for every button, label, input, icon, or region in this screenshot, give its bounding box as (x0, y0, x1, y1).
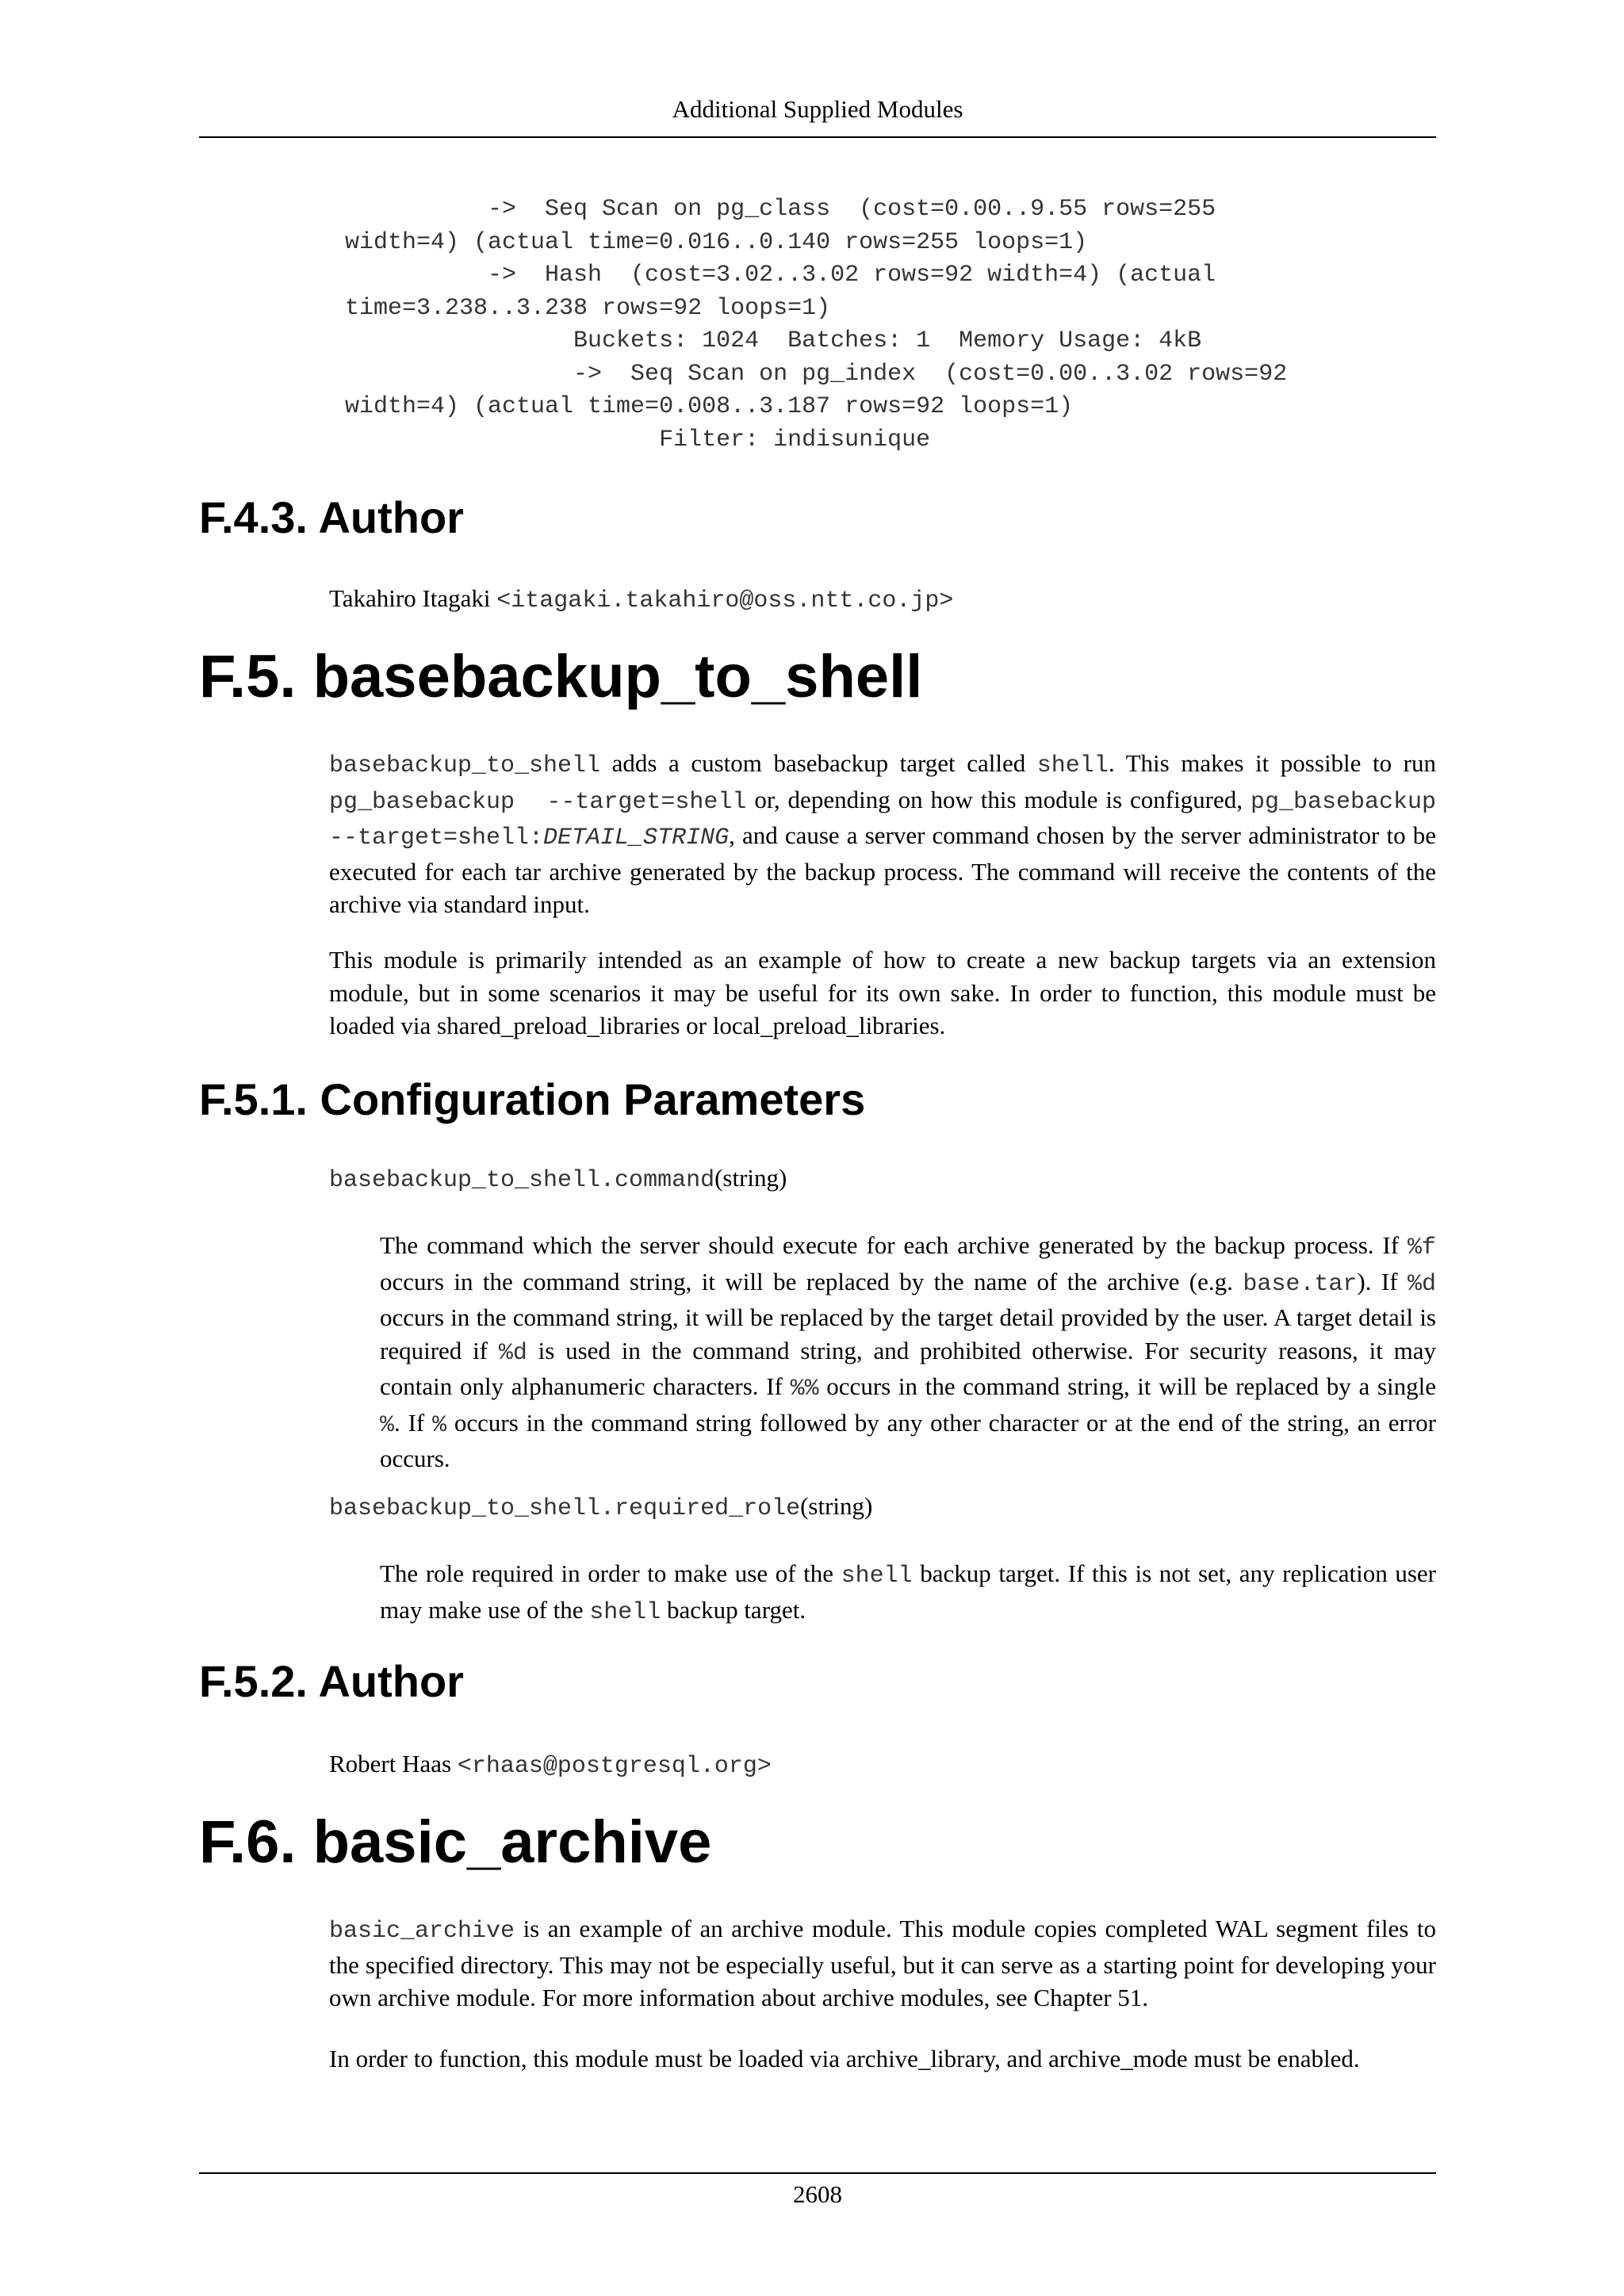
code-percent: % (380, 1411, 395, 1439)
text: . If (394, 1408, 433, 1437)
author-email: <rhaas@postgresql.org> (457, 1753, 772, 1780)
param-command-name: basebackup_to_shell.command (329, 1167, 715, 1194)
code-pg-basebackup-detail: pg_basebackup --target=shell: (329, 788, 1436, 851)
text: The command which the server should execute for each archive generated by the backup process. If (380, 1231, 1408, 1259)
text: backup target. (661, 1595, 806, 1624)
code-detail-string: DETAIL_STRING (543, 825, 730, 851)
param-role-term (329, 1492, 872, 1522)
footer-rule (199, 2172, 1436, 2174)
param-role-name: basebackup_to_shell.required_role (329, 1495, 801, 1522)
f6-paragraph-2: In order to function, this module must be loaded via archive_library, and archive_mode must be enabled. (329, 2045, 1360, 2072)
text: adds a custom basebackup target called (600, 749, 1037, 777)
code-percent-f: %f (1407, 1234, 1436, 1261)
code-percent-percent: %% (790, 1376, 819, 1402)
text: ). If (1357, 1267, 1408, 1295)
code-shell: shell (841, 1563, 913, 1590)
author-line-f52 (329, 1747, 1436, 1784)
param-command-type: (string) (714, 1164, 787, 1192)
text: occurs in the command string followed by any other character or at the end of the string, an error occurs. (380, 1408, 1436, 1472)
text: or, depending on how this module is configured, (746, 785, 1251, 813)
heading-f52: F.5.2. Author (199, 1656, 464, 1706)
author-line-f43 (329, 582, 1436, 618)
param-command-description (380, 1229, 1436, 1475)
param-role-type: (string) (800, 1492, 873, 1520)
text: , and cause a server command chosen by the server administrator to be executed for each tar archive generated by the backup process. The command will receive the contents of the archive via standard input. (329, 821, 1436, 918)
param-command-term (329, 1164, 787, 1194)
heading-f5: F.5. basebackup_to_shell (199, 643, 923, 710)
code-basic-archive: basic_archive (329, 1918, 515, 1945)
author-name: Robert Haas (329, 1750, 452, 1777)
text: The role required in order to make use of the (380, 1559, 841, 1587)
text: occurs in the command string, it will be replaced by a single (818, 1372, 1436, 1400)
author-name: Takahiro Itagaki (329, 584, 491, 612)
heading-f43: F.4.3. Author (199, 492, 464, 542)
f6-paragraph-1 (329, 1912, 1436, 2015)
heading-f51: F.5.1. Configuration Parameters (199, 1074, 866, 1124)
code-percent: % (432, 1411, 447, 1439)
text: . This makes it possible to run (1108, 749, 1436, 777)
heading-f6: F.6. basic_archive (199, 1808, 712, 1876)
param-role-description (380, 1557, 1436, 1629)
header-rule (199, 136, 1436, 138)
code-percent-d: %d (1407, 1270, 1436, 1298)
text: occurs in the command string, it will be replaced by the name of the archive (e.g. (380, 1267, 1243, 1295)
page-number: 2608 (793, 2180, 842, 2208)
code-shell: shell (1036, 752, 1109, 779)
text: is used in the command string, and prohibited otherwise. For security reasons, it may contain only alphanumeric characters. If (380, 1336, 1436, 1400)
author-email: <itagaki.takahiro@oss.ntt.co.jp> (496, 587, 954, 614)
code-base-tar: base.tar (1243, 1270, 1358, 1298)
running-header: Additional Supplied Modules (672, 95, 963, 123)
text: is an example of an archive module. This module copies completed WAL segment files to the specified directory. This may not be especially useful, but it can serve as a starting point for developing your own archive module. For more information about archive modules, see Chapter 51. (329, 1915, 1436, 2011)
text: backup target. If this is not set, any replication user may make use of the (380, 1559, 1436, 1624)
code-pg-basebackup: pg_basebackup --target=shell (329, 788, 747, 816)
code-basebackup-to-shell: basebackup_to_shell (329, 752, 601, 779)
text: occurs in the command string, it will be replaced by the target detail provided by the user. A target detail is required if (380, 1303, 1436, 1364)
code-percent-d: %d (498, 1339, 527, 1367)
code-shell: shell (589, 1598, 661, 1626)
f5-paragraph-2: This module is primarily intended as an example of how to create a new backup targets via an extension module, but in some scenarios it may be useful for its own sake. In order to function, this module must be loaded via shared_preload_libraries or local_preload_libraries. (329, 946, 1436, 1039)
f5-paragraph-1 (329, 747, 1436, 921)
code-block: -> Seq Scan on pg_class (cost=0.00..9.55 rows=255 width=4) (actual time=0.016..0.140 rows=255 loops=1) -> Hash (cost=3.02..3.02 rows=92 width=4) (actual time=3.238..3.238 rows=92 loops=1) Buckets: 1024 Batches: 1 Memory Usage: 4kB -> Seq Scan on pg_index (cost=0.00..3.02 rows=92 width=4) (actual time=0.008..3.187 rows=92 loops=1) Filter: indisunique (345, 196, 1288, 453)
